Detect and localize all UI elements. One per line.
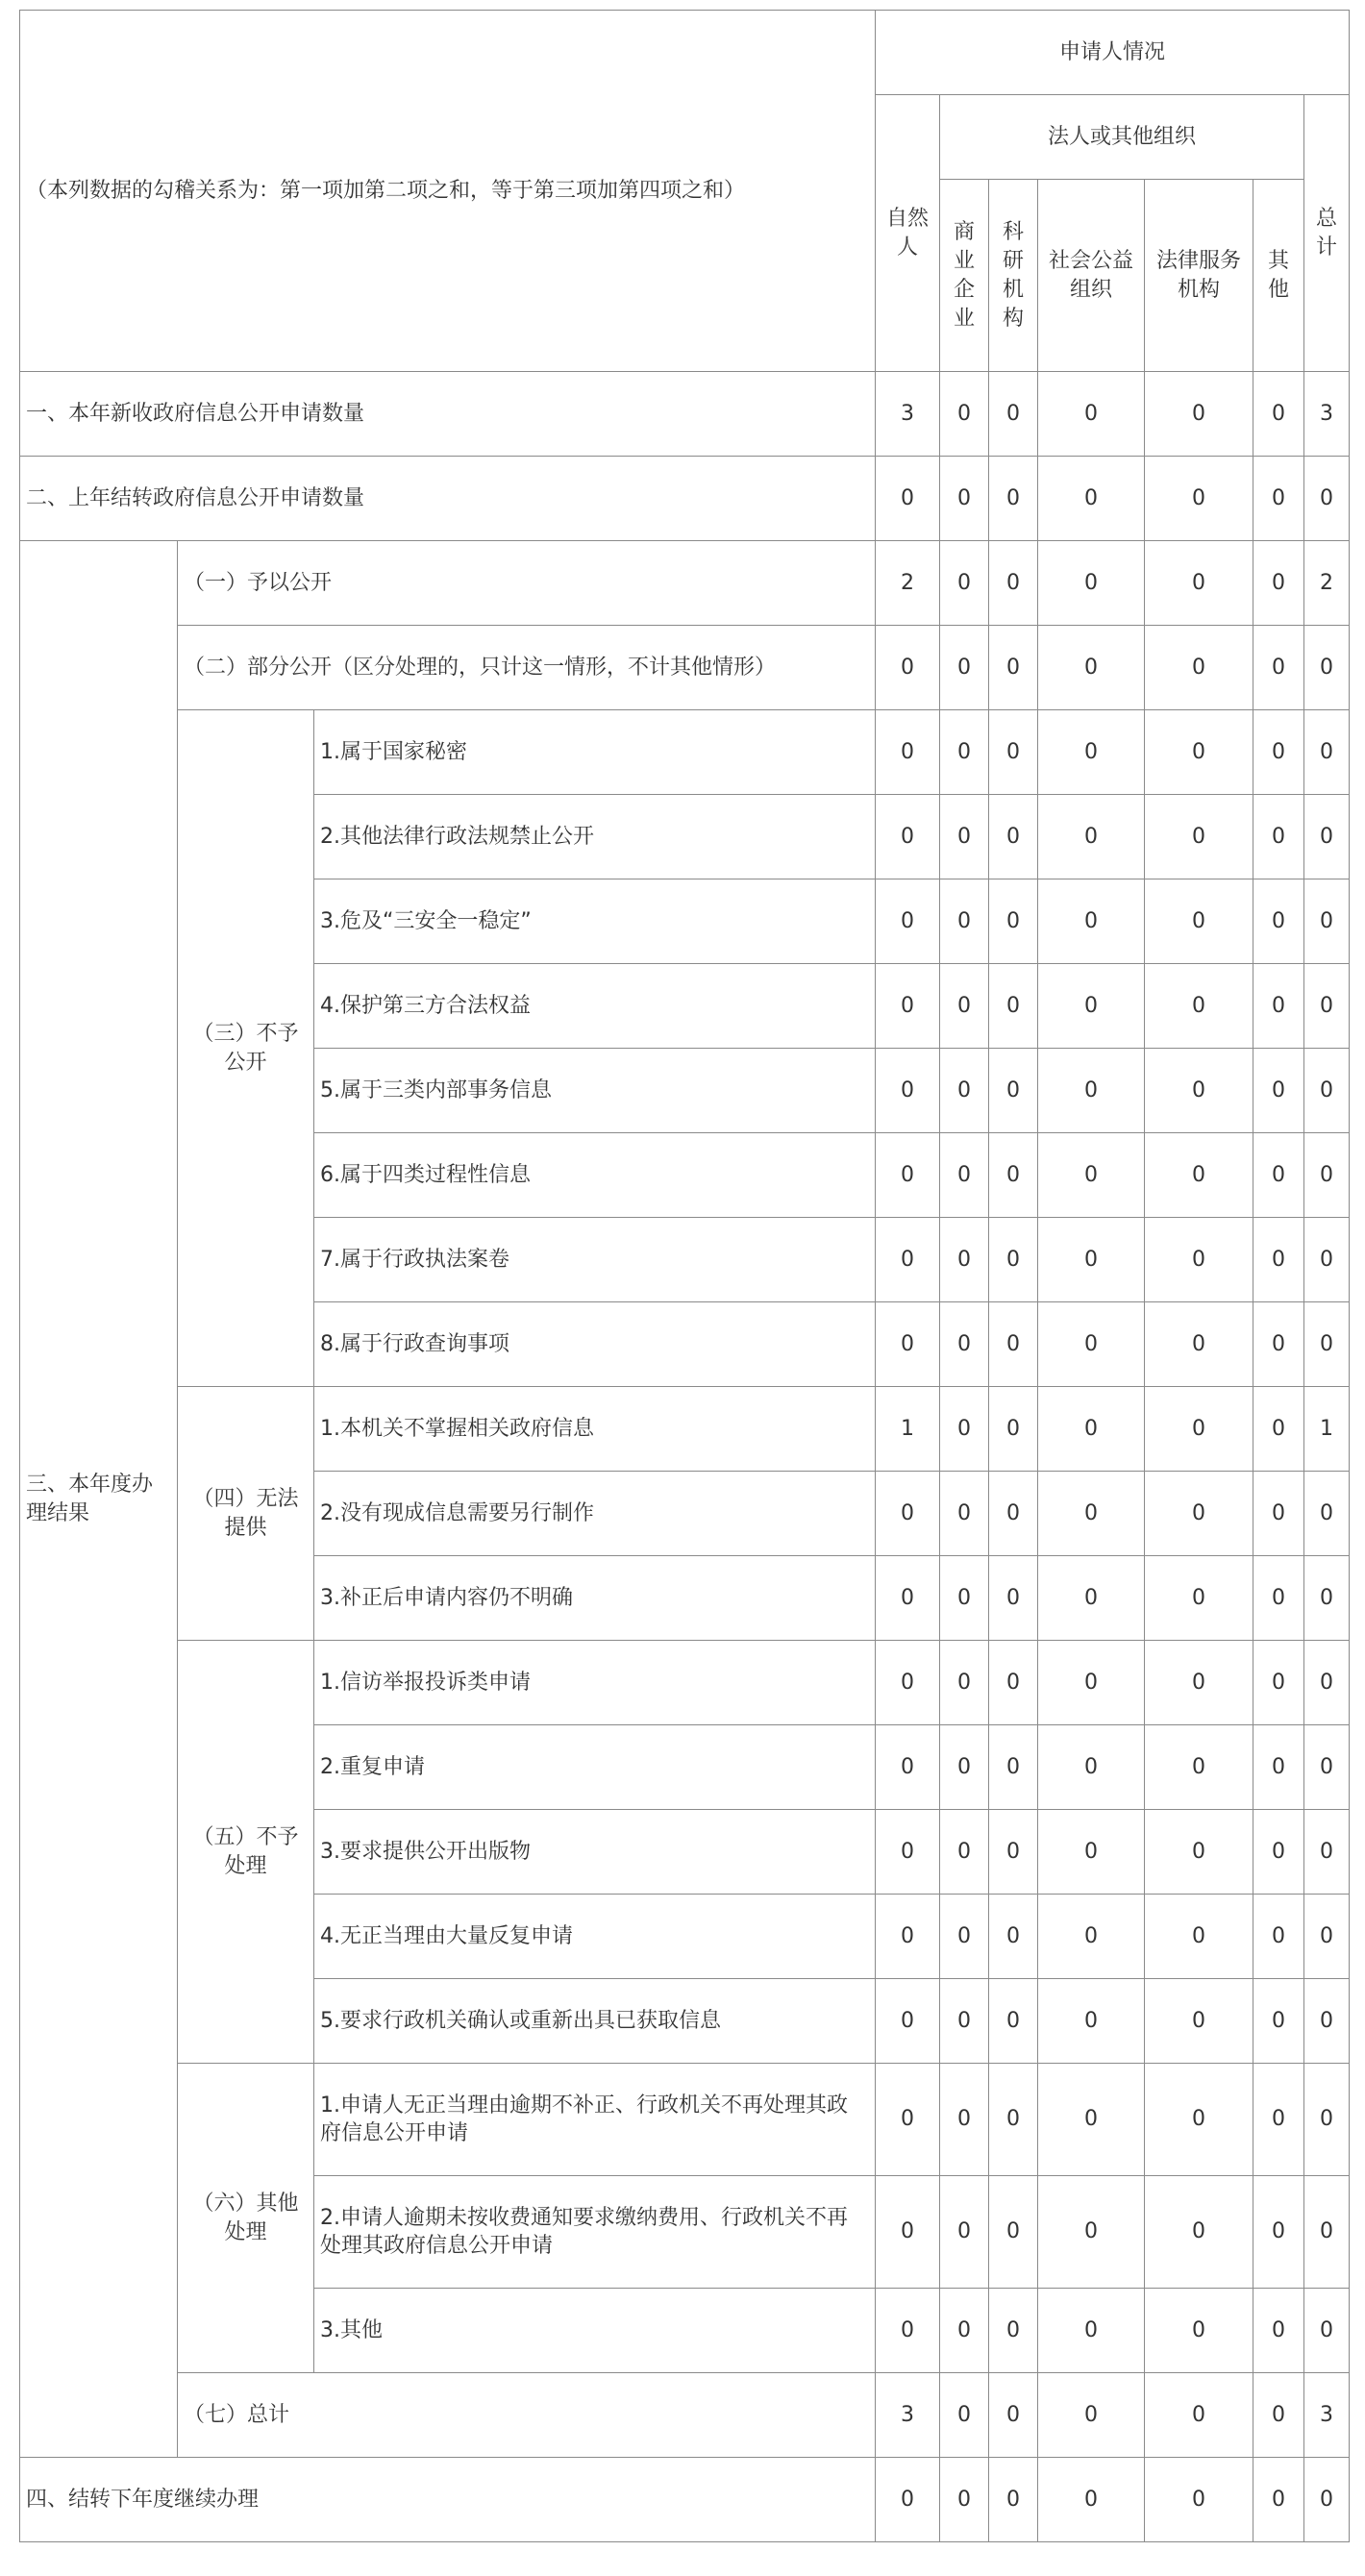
value-cell: 0: [989, 1641, 1038, 1725]
value-cell: 0: [1038, 2176, 1145, 2289]
value-cell: 0: [1145, 457, 1253, 541]
value-cell: 0: [989, 541, 1038, 626]
value-cell: 0: [1038, 2458, 1145, 2542]
value-cell: 0: [989, 626, 1038, 710]
value-cell: 0: [1253, 1725, 1304, 1810]
table-row: [20, 2373, 1350, 2458]
value-cell: 0: [940, 2176, 989, 2289]
value-cell: 0: [876, 795, 940, 879]
value-cell: 0: [876, 2289, 940, 2373]
value-cell: 3: [1304, 2373, 1350, 2458]
value-cell: 0: [1253, 457, 1304, 541]
value-cell: 0: [1038, 1302, 1145, 1387]
value-cell: 0: [940, 795, 989, 879]
value-cell: 0: [1253, 1979, 1304, 2064]
value-cell: 0: [1145, 541, 1253, 626]
value-cell: 0: [1145, 372, 1253, 457]
value-cell: 3: [1304, 372, 1350, 457]
value-cell: 0: [1038, 795, 1145, 879]
value-cell: 0: [1145, 1133, 1253, 1218]
value-cell: 0: [876, 1810, 940, 1895]
gov-info-disclosure-table: [19, 10, 1350, 2542]
value-cell: 0: [1304, 1472, 1350, 1556]
value-cell: 0: [1253, 1049, 1304, 1133]
item-label: 1.信访举报投诉类申请: [314, 1641, 876, 1725]
value-cell: 0: [1304, 710, 1350, 795]
value-cell: 0: [940, 1302, 989, 1387]
value-cell: 0: [1253, 710, 1304, 795]
value-cell: 0: [1304, 2176, 1350, 2289]
value-cell: 0: [1038, 2064, 1145, 2176]
value-cell: 0: [1038, 457, 1145, 541]
value-cell: 0: [876, 879, 940, 964]
value-cell: 0: [1038, 626, 1145, 710]
item-label: 4.保护第三方合法权益: [314, 964, 876, 1049]
value-cell: 0: [989, 1895, 1038, 1979]
item-label: 5.属于三类内部事务信息: [314, 1049, 876, 1133]
value-cell: 0: [1304, 1725, 1350, 1810]
value-cell: 0: [1304, 879, 1350, 964]
value-cell: 0: [1038, 1472, 1145, 1556]
value-cell: 0: [1304, 795, 1350, 879]
table-row: [20, 626, 1350, 710]
section-3-label: 三、本年度办 理结果: [20, 541, 178, 2458]
value-cell: 0: [1253, 879, 1304, 964]
table-row: [20, 1387, 1350, 1472]
value-cell: 0: [989, 1218, 1038, 1302]
group-label-g3: （三）不予 公开: [178, 710, 314, 1387]
value-cell: 0: [1253, 1895, 1304, 1979]
value-cell: 0: [1253, 2373, 1304, 2458]
value-cell: 0: [1304, 1556, 1350, 1641]
value-cell: 0: [940, 372, 989, 457]
value-cell: 0: [876, 710, 940, 795]
value-cell: 0: [1304, 1218, 1350, 1302]
value-cell: 0: [1253, 1641, 1304, 1725]
value-cell: 0: [1304, 1302, 1350, 1387]
value-cell: 0: [1145, 2289, 1253, 2373]
value-cell: 0: [940, 1725, 989, 1810]
table-row: [20, 2064, 1350, 2176]
value-cell: 0: [876, 1641, 940, 1725]
value-cell: 0: [1038, 1895, 1145, 1979]
value-cell: 2: [876, 541, 940, 626]
header-research-institution: 科 研 机 构: [989, 180, 1038, 372]
value-cell: 0: [940, 626, 989, 710]
value-cell: 0: [1304, 1049, 1350, 1133]
value-cell: 0: [940, 1218, 989, 1302]
value-cell: 0: [989, 964, 1038, 1049]
value-cell: 0: [1038, 2289, 1145, 2373]
value-cell: 0: [1145, 2373, 1253, 2458]
header-applicant-situation: 申请人情况: [876, 11, 1350, 95]
value-cell: 0: [989, 2064, 1038, 2176]
item-label: 1.本机关不掌握相关政府信息: [314, 1387, 876, 1472]
header-other: 其 他: [1253, 180, 1304, 372]
value-cell: 0: [1145, 1725, 1253, 1810]
value-cell: 0: [1253, 2289, 1304, 2373]
item-label: 6.属于四类过程性信息: [314, 1133, 876, 1218]
value-cell: 0: [1145, 2458, 1253, 2542]
value-cell: 0: [989, 1049, 1038, 1133]
value-cell: 0: [1304, 2289, 1350, 2373]
header-natural-person: 自然 人: [876, 95, 940, 372]
value-cell: 0: [876, 2176, 940, 2289]
item-label: 2.申请人逾期未按收费通知要求缴纳费用、行政机关不再 处理其政府信息公开申请: [314, 2176, 876, 2289]
value-cell: 0: [876, 1049, 940, 1133]
item-label: 4.无正当理由大量反复申请: [314, 1895, 876, 1979]
item-label: 1.属于国家秘密: [314, 710, 876, 795]
value-cell: 0: [1145, 964, 1253, 1049]
group-label-g4: （四）无法 提供: [178, 1387, 314, 1641]
value-cell: 0: [1038, 1049, 1145, 1133]
value-cell: 0: [989, 1302, 1038, 1387]
value-cell: 0: [1145, 879, 1253, 964]
header-total: 总 计: [1304, 95, 1350, 372]
value-cell: 0: [1038, 541, 1145, 626]
value-cell: 0: [876, 1895, 940, 1979]
value-cell: 0: [940, 2289, 989, 2373]
value-cell: 0: [1253, 1218, 1304, 1302]
value-cell: 0: [876, 1979, 940, 2064]
value-cell: 0: [940, 2458, 989, 2542]
value-cell: 0: [1145, 2176, 1253, 2289]
value-cell: 0: [940, 1895, 989, 1979]
value-cell: 0: [1145, 1979, 1253, 2064]
value-cell: 0: [1304, 2458, 1350, 2542]
value-cell: 0: [1145, 1556, 1253, 1641]
value-cell: 0: [1145, 1641, 1253, 1725]
value-cell: 0: [1304, 1641, 1350, 1725]
value-cell: 1: [876, 1387, 940, 1472]
value-cell: 0: [940, 541, 989, 626]
value-cell: 0: [1253, 1387, 1304, 1472]
item-label: 1.申请人无正当理由逾期不补正、行政机关不再处理其政 府信息公开申请: [314, 2064, 876, 2176]
row-label: 二、上年结转政府信息公开申请数量: [20, 457, 876, 541]
value-cell: 0: [876, 1725, 940, 1810]
row-label: （一）予以公开: [178, 541, 876, 626]
header-legal-service-org: 法律服务 机构: [1145, 180, 1253, 372]
value-cell: 0: [1253, 1472, 1304, 1556]
table-row: [20, 372, 1350, 457]
header-public-welfare-org: 社会公益 组织: [1038, 180, 1145, 372]
value-cell: 0: [1145, 1895, 1253, 1979]
value-cell: 0: [876, 1556, 940, 1641]
header-legal-persons: 法人或其他组织: [940, 95, 1304, 180]
value-cell: 0: [1253, 1810, 1304, 1895]
value-cell: 0: [876, 2064, 940, 2176]
row-label: 一、本年新收政府信息公开申请数量: [20, 372, 876, 457]
value-cell: 0: [940, 1387, 989, 1472]
value-cell: 0: [940, 879, 989, 964]
header-note: （本列数据的勾稽关系为：第一项加第二项之和，等于第三项加第四项之和）: [20, 11, 876, 372]
value-cell: 0: [940, 964, 989, 1049]
value-cell: 0: [1145, 1387, 1253, 1472]
value-cell: 0: [989, 2176, 1038, 2289]
value-cell: 0: [940, 1133, 989, 1218]
value-cell: 0: [1038, 372, 1145, 457]
header-business-enterprise: 商 业 企 业: [940, 180, 989, 372]
value-cell: 0: [1145, 1810, 1253, 1895]
value-cell: 0: [1145, 795, 1253, 879]
value-cell: 0: [1253, 2176, 1304, 2289]
value-cell: 0: [940, 1979, 989, 2064]
table-row: [20, 2458, 1350, 2542]
value-cell: 0: [940, 1641, 989, 1725]
value-cell: 0: [1253, 1302, 1304, 1387]
item-label: 5.要求行政机关确认或重新出具已获取信息: [314, 1979, 876, 2064]
table-row: [20, 710, 1350, 795]
value-cell: 0: [1253, 964, 1304, 1049]
value-cell: 0: [1145, 1472, 1253, 1556]
table-row: [20, 1641, 1350, 1725]
value-cell: 0: [1253, 372, 1304, 457]
value-cell: 0: [989, 2289, 1038, 2373]
value-cell: 0: [1038, 1641, 1145, 1725]
value-cell: 0: [1304, 1979, 1350, 2064]
value-cell: 0: [989, 457, 1038, 541]
value-cell: 2: [1304, 541, 1350, 626]
value-cell: 0: [989, 1810, 1038, 1895]
value-cell: 0: [940, 1556, 989, 1641]
value-cell: 0: [989, 2458, 1038, 2542]
value-cell: 0: [1253, 1133, 1304, 1218]
item-label: 8.属于行政查询事项: [314, 1302, 876, 1387]
value-cell: 0: [1038, 1979, 1145, 2064]
value-cell: 0: [1038, 710, 1145, 795]
item-label: 2.重复申请: [314, 1725, 876, 1810]
value-cell: 0: [989, 2373, 1038, 2458]
value-cell: 0: [1304, 2064, 1350, 2176]
value-cell: 0: [940, 1810, 989, 1895]
value-cell: 0: [1304, 1810, 1350, 1895]
value-cell: 0: [1304, 964, 1350, 1049]
value-cell: 0: [1038, 1218, 1145, 1302]
value-cell: 0: [876, 2458, 940, 2542]
value-cell: 0: [1304, 626, 1350, 710]
item-label: 3.要求提供公开出版物: [314, 1810, 876, 1895]
group-label-g6: （六）其他 处理: [178, 2064, 314, 2373]
value-cell: 0: [1304, 1895, 1350, 1979]
table-row: [20, 541, 1350, 626]
value-cell: 0: [1304, 457, 1350, 541]
value-cell: 0: [1145, 626, 1253, 710]
table-row: [20, 457, 1350, 541]
value-cell: 0: [876, 1133, 940, 1218]
value-cell: 0: [940, 2373, 989, 2458]
value-cell: 0: [989, 1133, 1038, 1218]
item-label: 3.危及“三安全一稳定”: [314, 879, 876, 964]
value-cell: 0: [876, 626, 940, 710]
value-cell: 0: [1145, 1049, 1253, 1133]
value-cell: 3: [876, 2373, 940, 2458]
group-label-g5: （五）不予 处理: [178, 1641, 314, 2064]
value-cell: 0: [876, 1302, 940, 1387]
value-cell: 0: [940, 710, 989, 795]
value-cell: 0: [1038, 964, 1145, 1049]
value-cell: 0: [876, 964, 940, 1049]
value-cell: 0: [1038, 2373, 1145, 2458]
value-cell: 0: [940, 1049, 989, 1133]
value-cell: 0: [1253, 2458, 1304, 2542]
value-cell: 0: [1145, 710, 1253, 795]
value-cell: 0: [1253, 626, 1304, 710]
item-label: 3.其他: [314, 2289, 876, 2373]
value-cell: 0: [940, 2064, 989, 2176]
value-cell: 0: [940, 1472, 989, 1556]
value-cell: 0: [1038, 1810, 1145, 1895]
value-cell: 0: [989, 710, 1038, 795]
value-cell: 0: [1038, 1387, 1145, 1472]
value-cell: 0: [989, 1472, 1038, 1556]
value-cell: 0: [1253, 795, 1304, 879]
value-cell: 0: [940, 457, 989, 541]
value-cell: 0: [989, 879, 1038, 964]
row-label: （二）部分公开（区分处理的，只计这一情形，不计其他情形）: [178, 626, 876, 710]
value-cell: 0: [989, 1556, 1038, 1641]
value-cell: 0: [1304, 1133, 1350, 1218]
value-cell: 3: [876, 372, 940, 457]
value-cell: 0: [989, 1979, 1038, 2064]
value-cell: 0: [989, 795, 1038, 879]
value-cell: 0: [989, 1387, 1038, 1472]
value-cell: 0: [1253, 1556, 1304, 1641]
value-cell: 0: [1145, 1218, 1253, 1302]
value-cell: 0: [1038, 1725, 1145, 1810]
value-cell: 0: [876, 457, 940, 541]
value-cell: 0: [876, 1472, 940, 1556]
value-cell: 0: [876, 1218, 940, 1302]
value-cell: 1: [1304, 1387, 1350, 1472]
value-cell: 0: [1038, 1133, 1145, 1218]
item-label: 2.没有现成信息需要另行制作: [314, 1472, 876, 1556]
item-label: 2.其他法律行政法规禁止公开: [314, 795, 876, 879]
value-cell: 0: [1145, 2064, 1253, 2176]
value-cell: 0: [1038, 1556, 1145, 1641]
item-label: 7.属于行政执法案卷: [314, 1218, 876, 1302]
value-cell: 0: [989, 372, 1038, 457]
row-label: 四、结转下年度继续办理: [20, 2458, 876, 2542]
value-cell: 0: [1145, 1302, 1253, 1387]
item-label: 3.补正后申请内容仍不明确: [314, 1556, 876, 1641]
value-cell: 0: [989, 1725, 1038, 1810]
value-cell: 0: [1038, 879, 1145, 964]
value-cell: 0: [1253, 2064, 1304, 2176]
value-cell: 0: [1253, 541, 1304, 626]
row-label: （七）总计: [178, 2373, 876, 2458]
